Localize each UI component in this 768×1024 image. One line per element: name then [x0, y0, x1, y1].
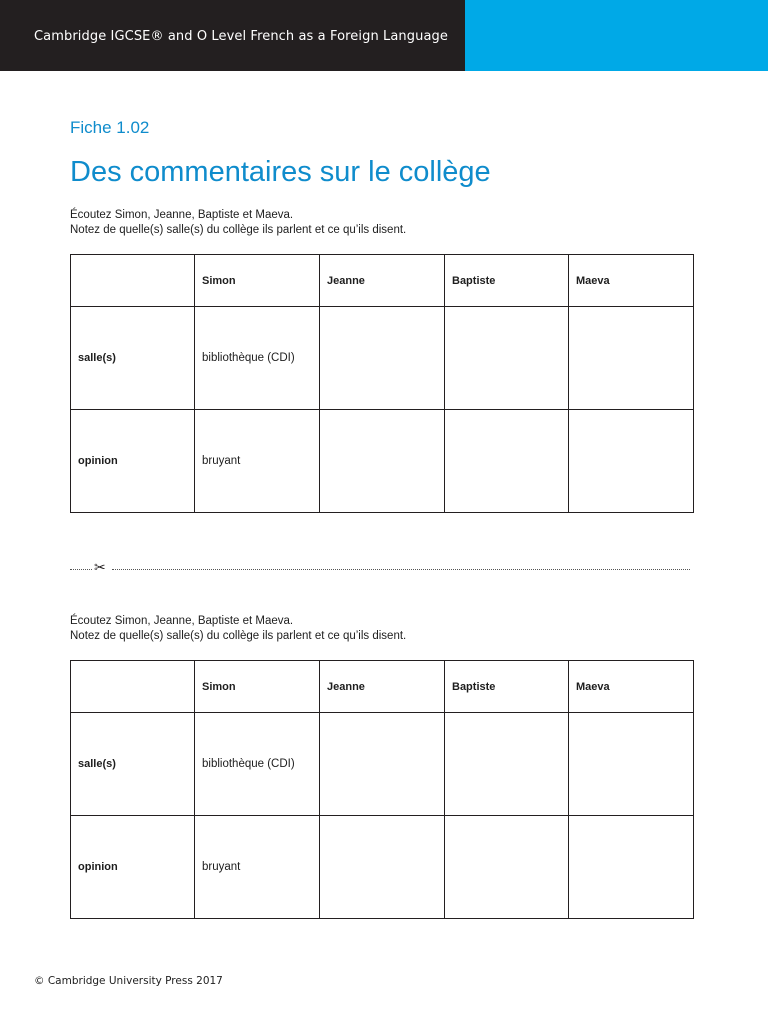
cell-maeva-salles[interactable]: [569, 307, 694, 410]
table-header-row: [71, 661, 694, 713]
header-cell-jeanne: Jeanne: [320, 255, 445, 307]
worksheet-label: Fiche 1.02: [70, 118, 150, 137]
book-title: Cambridge IGCSE® and O Level French as a Foreign Language: [34, 29, 448, 44]
header-cell-simon: Simon: [195, 661, 320, 713]
header-cell-simon: Simon: [195, 255, 320, 307]
header-cell-baptiste: Baptiste: [445, 661, 569, 713]
cell-baptiste-salles[interactable]: [445, 307, 569, 410]
copyright-footer: © Cambridge University Press 2017: [34, 975, 223, 987]
instruction-line: Notez de quelle(s) salle(s) du collège ils parlent et ce qu’ils disent.: [70, 224, 407, 236]
cell-jeanne-opinion[interactable]: [320, 410, 445, 513]
row-label-opinion: opinion: [71, 816, 195, 919]
table-row-opinion: [71, 816, 694, 919]
header-accent-panel: [465, 0, 768, 71]
table-row-opinion: [71, 410, 694, 513]
cell-simon-salles: bibliothèque (CDI): [195, 307, 320, 410]
cell-simon-salles: bibliothèque (CDI): [195, 713, 320, 816]
cell-baptiste-opinion[interactable]: [445, 410, 569, 513]
cell-simon-opinion: bruyant: [195, 410, 320, 513]
table-row-salles: [71, 713, 694, 816]
instruction-line: Écoutez Simon, Jeanne, Baptiste et Maeva.: [70, 209, 294, 221]
table-row-salles: [71, 307, 694, 410]
row-label-salles: salle(s): [71, 713, 195, 816]
header-cell-empty: [71, 255, 195, 307]
table-header-row: [71, 255, 694, 307]
instructions-1: [70, 208, 406, 238]
response-table-2: [70, 660, 694, 919]
cell-simon-opinion: bruyant: [195, 816, 320, 919]
cut-line: [70, 560, 692, 576]
instructions-2: [70, 614, 406, 644]
cell-baptiste-opinion[interactable]: [445, 816, 569, 919]
instruction-line: Écoutez Simon, Jeanne, Baptiste et Maeva.: [70, 615, 294, 627]
header-cell-empty: [71, 661, 195, 713]
header-cell-maeva: Maeva: [569, 661, 694, 713]
row-label-opinion: opinion: [71, 410, 195, 513]
cell-maeva-opinion[interactable]: [569, 410, 694, 513]
header-cell-jeanne: Jeanne: [320, 661, 445, 713]
cut-dots-left: [70, 569, 92, 570]
row-label-salles: salle(s): [71, 307, 195, 410]
cell-jeanne-salles[interactable]: [320, 307, 445, 410]
cell-jeanne-salles[interactable]: [320, 713, 445, 816]
header-cell-baptiste: Baptiste: [445, 255, 569, 307]
cut-dots-right: [112, 569, 690, 570]
cell-baptiste-salles[interactable]: [445, 713, 569, 816]
scissors-icon: ✂: [94, 559, 106, 575]
response-table-1: [70, 254, 694, 513]
cell-maeva-salles[interactable]: [569, 713, 694, 816]
page-title: Des commentaires sur le collège: [70, 156, 491, 188]
cell-jeanne-opinion[interactable]: [320, 816, 445, 919]
header-bar: [0, 0, 768, 71]
instruction-line: Notez de quelle(s) salle(s) du collège ils parlent et ce qu’ils disent.: [70, 630, 407, 642]
cell-maeva-opinion[interactable]: [569, 816, 694, 919]
header-cell-maeva: Maeva: [569, 255, 694, 307]
